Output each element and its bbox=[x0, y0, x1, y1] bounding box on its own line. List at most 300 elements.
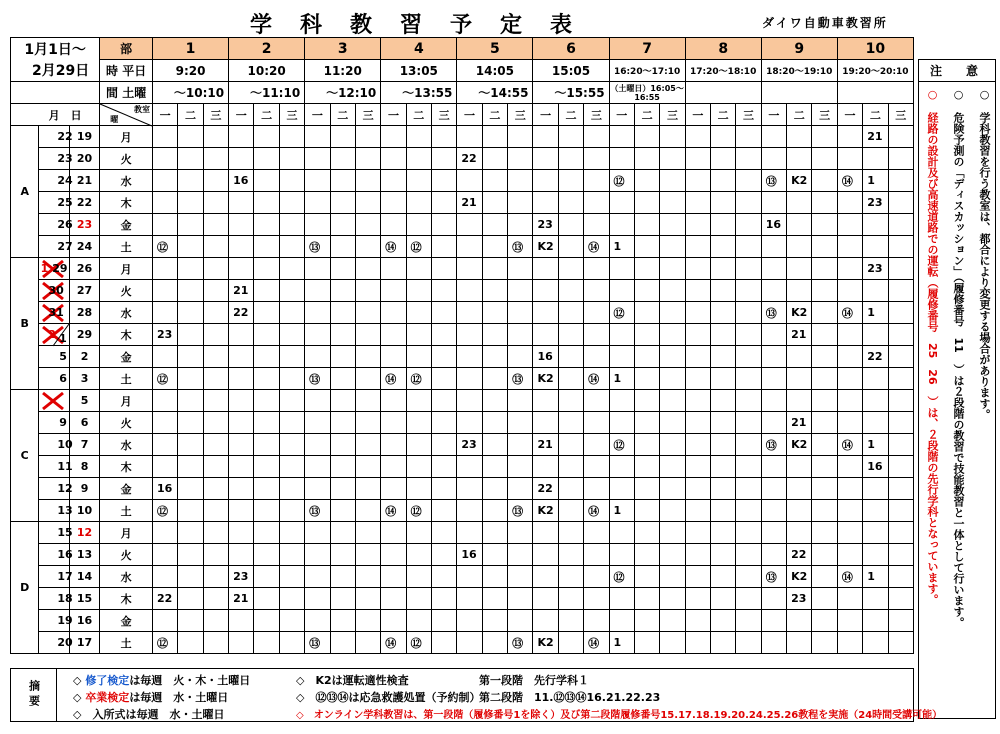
schedule-cell bbox=[711, 390, 736, 412]
schedule-cell bbox=[660, 500, 685, 522]
period-start-time: 13:05 bbox=[381, 60, 457, 82]
schedule-cell bbox=[888, 610, 913, 632]
lesson-number: ⑭ bbox=[837, 302, 862, 324]
schedule-cell bbox=[229, 500, 254, 522]
schedule-cell bbox=[254, 126, 279, 148]
feb-date: 15 bbox=[69, 588, 99, 610]
schedule-cell bbox=[457, 566, 482, 588]
schedule-cell bbox=[812, 412, 837, 434]
schedule-cell bbox=[685, 610, 710, 632]
schedule-cell bbox=[457, 500, 482, 522]
schedule-cell bbox=[736, 324, 761, 346]
schedule-cell bbox=[685, 236, 710, 258]
schedule-cell bbox=[609, 258, 634, 280]
schedule-cell bbox=[508, 544, 533, 566]
schedule-cell bbox=[203, 258, 228, 280]
schedule-cell bbox=[279, 214, 304, 236]
room-number: 二 bbox=[482, 104, 507, 126]
schedule-cell bbox=[482, 258, 507, 280]
lesson-number: ⑫ bbox=[152, 236, 177, 258]
schedule-cell bbox=[279, 566, 304, 588]
schedule-cell bbox=[812, 170, 837, 192]
schedule-cell bbox=[533, 170, 558, 192]
schedule-cell bbox=[203, 434, 228, 456]
schedule-cell bbox=[888, 148, 913, 170]
schedule-cell bbox=[685, 500, 710, 522]
schedule-cell bbox=[279, 280, 304, 302]
schedule-cell bbox=[812, 214, 837, 236]
summary-line-3b: ◇ オンライン学科教習は、第一段階（履修番号1を除く）及び第二段階履修番号15.17.18.19.20.24.25.26教程を実施（24時間受講可能） bbox=[296, 710, 943, 721]
schedule-cell bbox=[457, 478, 482, 500]
schedule-cell bbox=[431, 170, 456, 192]
schedule-cell bbox=[229, 214, 254, 236]
schedule-cell bbox=[761, 368, 786, 390]
feb-date: 12 bbox=[69, 522, 99, 544]
schedule-cell bbox=[837, 280, 862, 302]
schedule-cell bbox=[406, 346, 431, 368]
lesson-number: K2 bbox=[787, 302, 812, 324]
schedule-cell bbox=[355, 588, 380, 610]
lesson-number: 21 bbox=[787, 324, 812, 346]
schedule-cell bbox=[888, 346, 913, 368]
weekday: 火 bbox=[100, 148, 153, 170]
schedule-cell bbox=[279, 500, 304, 522]
schedule-cell bbox=[457, 390, 482, 412]
schedule-cell bbox=[837, 390, 862, 412]
lesson-number: ⑬ bbox=[761, 434, 786, 456]
schedule-cell bbox=[178, 148, 203, 170]
schedule-cell bbox=[660, 522, 685, 544]
schedule-cell bbox=[381, 280, 406, 302]
schedule-cell bbox=[837, 500, 862, 522]
jan-day: 9 bbox=[59, 416, 67, 429]
schedule-cell bbox=[305, 522, 330, 544]
period-number: 8 bbox=[685, 38, 761, 60]
schedule-cell bbox=[660, 280, 685, 302]
feb-date: 20 bbox=[69, 148, 99, 170]
jan-day: 27 bbox=[57, 240, 73, 253]
schedule-cell bbox=[305, 126, 330, 148]
lesson-number: K2 bbox=[787, 566, 812, 588]
schedule-cell bbox=[812, 544, 837, 566]
schedule-cell bbox=[508, 412, 533, 434]
schedule-cell bbox=[660, 588, 685, 610]
weekday: 木 bbox=[100, 588, 153, 610]
schedule-cell bbox=[584, 192, 609, 214]
lesson-number: ⑬ bbox=[305, 632, 330, 654]
lesson-number: 16 bbox=[533, 346, 558, 368]
schedule-cell bbox=[381, 170, 406, 192]
schedule-cell bbox=[406, 588, 431, 610]
feb-date: 27 bbox=[69, 280, 99, 302]
period-number: 2 bbox=[229, 38, 305, 60]
schedule-cell bbox=[431, 412, 456, 434]
schedule-cell bbox=[381, 346, 406, 368]
schedule-cell bbox=[152, 126, 177, 148]
room-number: 二 bbox=[178, 104, 203, 126]
schedule-cell bbox=[305, 258, 330, 280]
schedule-cell bbox=[660, 412, 685, 434]
schedule-cell bbox=[431, 478, 456, 500]
schedule-cell bbox=[381, 544, 406, 566]
schedule-cell bbox=[355, 324, 380, 346]
schedule-cell bbox=[279, 390, 304, 412]
schedule-cell bbox=[330, 280, 355, 302]
schedule-cell bbox=[330, 170, 355, 192]
table-row bbox=[11, 346, 914, 368]
schedule-cell bbox=[254, 192, 279, 214]
schedule-cell bbox=[711, 478, 736, 500]
feb-date: 9 bbox=[69, 478, 99, 500]
schedule-cell bbox=[736, 434, 761, 456]
lesson-number: ⑫ bbox=[406, 500, 431, 522]
jan-day: 26 bbox=[57, 218, 73, 231]
schedule-cell bbox=[229, 632, 254, 654]
schedule-cell bbox=[330, 390, 355, 412]
jan-day: 19 bbox=[57, 614, 73, 627]
schedule-cell bbox=[685, 566, 710, 588]
summary-label: 摘要 bbox=[11, 669, 57, 721]
jan-day: 24 bbox=[57, 174, 73, 187]
schedule-cell bbox=[634, 610, 659, 632]
schedule-cell bbox=[533, 566, 558, 588]
room-number: 一 bbox=[457, 104, 482, 126]
schedule-cell bbox=[254, 236, 279, 258]
summary-line-2b: ◇ ⑫⑬⑭は応急救護処置（予約制） bbox=[296, 691, 481, 704]
schedule-cell bbox=[761, 632, 786, 654]
weekday: 月 bbox=[100, 390, 153, 412]
feb-date: 28 bbox=[69, 302, 99, 324]
schedule-cell bbox=[508, 126, 533, 148]
schedule-cell bbox=[584, 390, 609, 412]
schedule-cell bbox=[482, 478, 507, 500]
schedule-cell bbox=[761, 280, 786, 302]
schedule-cell bbox=[355, 192, 380, 214]
feb-date: 5 bbox=[69, 390, 99, 412]
feb-date: 6 bbox=[69, 412, 99, 434]
lesson-number: 21 bbox=[229, 588, 254, 610]
feb-date: 13 bbox=[69, 544, 99, 566]
lesson-number: 1 bbox=[609, 632, 634, 654]
schedule-cell bbox=[381, 324, 406, 346]
lesson-number: 16 bbox=[457, 544, 482, 566]
schedule-cell bbox=[203, 170, 228, 192]
jan-date bbox=[39, 236, 73, 258]
weekday: 水 bbox=[100, 566, 153, 588]
schedule-cell bbox=[330, 346, 355, 368]
jan-date bbox=[39, 280, 69, 302]
schedule-cell bbox=[381, 522, 406, 544]
schedule-cell bbox=[533, 610, 558, 632]
schedule-cell bbox=[178, 258, 203, 280]
schedule-cell bbox=[305, 478, 330, 500]
summary-line-2c: 第二段階 11.⑫⑬⑭16.21.22.23 bbox=[479, 691, 661, 704]
lesson-number: ⑫ bbox=[152, 632, 177, 654]
room-number: 二 bbox=[558, 104, 583, 126]
feb-date: 23 bbox=[69, 214, 99, 236]
lesson-number: 1 bbox=[609, 236, 634, 258]
lesson-number: ⑭ bbox=[584, 236, 609, 258]
schedule-cell bbox=[584, 214, 609, 236]
schedule-cell bbox=[178, 478, 203, 500]
schedule-cell bbox=[482, 170, 507, 192]
schedule-cell bbox=[863, 478, 888, 500]
schedule-cell bbox=[660, 148, 685, 170]
weekday: 月 bbox=[100, 258, 153, 280]
schedule-cell bbox=[634, 434, 659, 456]
schedule-cell bbox=[355, 346, 380, 368]
schedule-cell bbox=[279, 346, 304, 368]
schedule-cell bbox=[381, 302, 406, 324]
schedule-cell bbox=[711, 214, 736, 236]
schedule-cell bbox=[812, 522, 837, 544]
schedule-cell bbox=[482, 500, 507, 522]
schedule-cell bbox=[508, 588, 533, 610]
date-range-to: 2月29日 bbox=[11, 60, 100, 82]
schedule-cell bbox=[152, 346, 177, 368]
schedule-cell bbox=[431, 346, 456, 368]
schedule-cell bbox=[178, 610, 203, 632]
weekday: 土 bbox=[100, 500, 153, 522]
schedule-cell bbox=[482, 544, 507, 566]
schedule-cell bbox=[330, 434, 355, 456]
table-row bbox=[11, 522, 914, 544]
schedule-cell bbox=[736, 588, 761, 610]
schedule-cell bbox=[711, 610, 736, 632]
schedule-cell bbox=[482, 192, 507, 214]
ji-label: 時 bbox=[106, 64, 119, 78]
schedule-cell bbox=[634, 522, 659, 544]
schedule-cell bbox=[533, 588, 558, 610]
schedule-cell bbox=[812, 500, 837, 522]
jan-day: 6 bbox=[59, 372, 67, 385]
lesson-number: 16 bbox=[863, 456, 888, 478]
schedule-cell bbox=[381, 192, 406, 214]
schedule-cell bbox=[863, 544, 888, 566]
feb-date: 17 bbox=[69, 632, 99, 654]
jan-date bbox=[39, 390, 69, 412]
period-end-time bbox=[685, 82, 761, 104]
schedule-cell bbox=[634, 192, 659, 214]
schedule-cell bbox=[330, 192, 355, 214]
schedule-cell bbox=[634, 346, 659, 368]
schedule-cell bbox=[837, 346, 862, 368]
schedule-cell bbox=[812, 126, 837, 148]
schedule-cell bbox=[355, 522, 380, 544]
schedule-cell bbox=[457, 346, 482, 368]
period-number: 6 bbox=[533, 38, 609, 60]
lesson-number: ⑬ bbox=[305, 236, 330, 258]
schedule-cell bbox=[736, 346, 761, 368]
schedule-cell bbox=[533, 522, 558, 544]
schedule-cell bbox=[482, 346, 507, 368]
schedule-cell bbox=[888, 236, 913, 258]
schedule-cell bbox=[254, 632, 279, 654]
schedule-cell bbox=[863, 412, 888, 434]
schedule-cell bbox=[761, 126, 786, 148]
lesson-number: 16 bbox=[761, 214, 786, 236]
schedule-cell bbox=[355, 610, 380, 632]
schedule-cell bbox=[431, 566, 456, 588]
lesson-number: 16 bbox=[152, 478, 177, 500]
schedule-cell bbox=[812, 632, 837, 654]
schedule-cell bbox=[558, 390, 583, 412]
jan-date bbox=[39, 192, 73, 214]
jan-day: 31 bbox=[48, 306, 64, 319]
schedule-cell bbox=[685, 324, 710, 346]
schedule-cell bbox=[178, 214, 203, 236]
room-number: 三 bbox=[888, 104, 913, 126]
schedule-cell bbox=[305, 390, 330, 412]
schedule-cell bbox=[736, 632, 761, 654]
schedule-cell bbox=[634, 236, 659, 258]
room-number: 三 bbox=[203, 104, 228, 126]
schedule-cell bbox=[761, 522, 786, 544]
table-row bbox=[11, 302, 914, 324]
schedule-cell bbox=[685, 126, 710, 148]
schedule-cell bbox=[482, 412, 507, 434]
schedule-cell bbox=[178, 170, 203, 192]
schedule-cell bbox=[305, 280, 330, 302]
schedule-cell bbox=[863, 214, 888, 236]
weekday: 木 bbox=[100, 456, 153, 478]
schedule-cell bbox=[761, 324, 786, 346]
schedule-cell bbox=[431, 610, 456, 632]
weekday: 金 bbox=[100, 610, 153, 632]
schedule-cell bbox=[634, 390, 659, 412]
schedule-cell bbox=[355, 148, 380, 170]
schedule-cell bbox=[533, 258, 558, 280]
schedule-cell bbox=[558, 610, 583, 632]
schedule-cell bbox=[279, 258, 304, 280]
schedule-cell bbox=[634, 632, 659, 654]
room-number: 三 bbox=[508, 104, 533, 126]
schedule-cell bbox=[685, 148, 710, 170]
schedule-cell bbox=[888, 214, 913, 236]
schedule-cell bbox=[761, 610, 786, 632]
crossed-date: 1 bbox=[40, 262, 49, 275]
room-number: 一 bbox=[685, 104, 710, 126]
schedule-cell bbox=[178, 632, 203, 654]
feb-date: 29 bbox=[69, 324, 99, 346]
schedule-cell bbox=[229, 412, 254, 434]
schedule-cell bbox=[634, 368, 659, 390]
schedule-cell bbox=[660, 566, 685, 588]
schedule-cell bbox=[634, 214, 659, 236]
weekday: 金 bbox=[100, 214, 153, 236]
period-start-time: 19:20～20:10 bbox=[837, 60, 913, 82]
schedule-cell bbox=[812, 192, 837, 214]
schedule-cell bbox=[558, 346, 583, 368]
crossed-date: 2 bbox=[48, 328, 56, 341]
schedule-cell bbox=[152, 214, 177, 236]
schedule-cell bbox=[685, 390, 710, 412]
schedule-cell bbox=[609, 192, 634, 214]
schedule-cell bbox=[634, 148, 659, 170]
schedule-cell bbox=[279, 368, 304, 390]
schedule-cell bbox=[406, 214, 431, 236]
schedule-cell bbox=[837, 324, 862, 346]
group-label: A bbox=[11, 126, 39, 258]
schedule-cell bbox=[888, 522, 913, 544]
schedule-cell bbox=[685, 478, 710, 500]
schedule-cell bbox=[660, 170, 685, 192]
schedule-cell bbox=[634, 258, 659, 280]
schedule-cell bbox=[330, 478, 355, 500]
schedule-cell bbox=[229, 346, 254, 368]
schedule-cell bbox=[685, 544, 710, 566]
schedule-cell bbox=[584, 434, 609, 456]
schedule-cell bbox=[787, 632, 812, 654]
summary-line-1a bbox=[73, 672, 250, 688]
weekday: 金 bbox=[100, 346, 153, 368]
schedule-cell bbox=[431, 588, 456, 610]
schedule-cell bbox=[381, 148, 406, 170]
room-number: 三 bbox=[584, 104, 609, 126]
schedule-cell bbox=[279, 610, 304, 632]
schedule-cell bbox=[787, 126, 812, 148]
period-end-time: ～12:10 bbox=[305, 82, 381, 104]
schedule-cell bbox=[279, 478, 304, 500]
schedule-cell bbox=[508, 346, 533, 368]
schedule-cell bbox=[203, 302, 228, 324]
schedule-cell bbox=[761, 346, 786, 368]
schedule-cell bbox=[634, 500, 659, 522]
schedule-cell bbox=[508, 214, 533, 236]
schedule-cell bbox=[254, 522, 279, 544]
schedule-cell bbox=[888, 632, 913, 654]
room-number: 二 bbox=[863, 104, 888, 126]
schedule-cell bbox=[457, 324, 482, 346]
jan-date bbox=[39, 588, 73, 610]
feb-date: 14 bbox=[69, 566, 99, 588]
schedule-cell bbox=[431, 632, 456, 654]
schedule-cell bbox=[254, 368, 279, 390]
schedule-cell bbox=[254, 456, 279, 478]
schedule-cell bbox=[787, 610, 812, 632]
schedule-cell bbox=[787, 390, 812, 412]
weekday: 月 bbox=[100, 522, 153, 544]
lesson-number: 23 bbox=[229, 566, 254, 588]
schedule-cell bbox=[406, 192, 431, 214]
schedule-cell bbox=[660, 346, 685, 368]
schedule-cell bbox=[457, 412, 482, 434]
schedule-cell bbox=[203, 632, 228, 654]
schedule-cell bbox=[863, 500, 888, 522]
table-row bbox=[11, 544, 914, 566]
lesson-number: 22 bbox=[533, 478, 558, 500]
schedule-cell bbox=[888, 126, 913, 148]
schedule-cell bbox=[381, 610, 406, 632]
period-number: 1 bbox=[152, 38, 228, 60]
schedule-cell bbox=[787, 214, 812, 236]
lesson-number: ⑭ bbox=[584, 500, 609, 522]
schedule-cell bbox=[330, 148, 355, 170]
schedule-cell bbox=[660, 434, 685, 456]
room-number: 一 bbox=[761, 104, 786, 126]
schedule-cell bbox=[152, 522, 177, 544]
lesson-number: K2 bbox=[533, 236, 558, 258]
schedule-cell bbox=[203, 544, 228, 566]
schedule-cell bbox=[508, 258, 533, 280]
kan-label: 間 bbox=[106, 86, 119, 100]
jan-day: 10 bbox=[57, 438, 73, 451]
table-row bbox=[11, 258, 914, 280]
schedule-cell bbox=[330, 544, 355, 566]
schedule-cell bbox=[660, 544, 685, 566]
lesson-number: ⑫ bbox=[406, 632, 431, 654]
schedule-cell bbox=[558, 258, 583, 280]
